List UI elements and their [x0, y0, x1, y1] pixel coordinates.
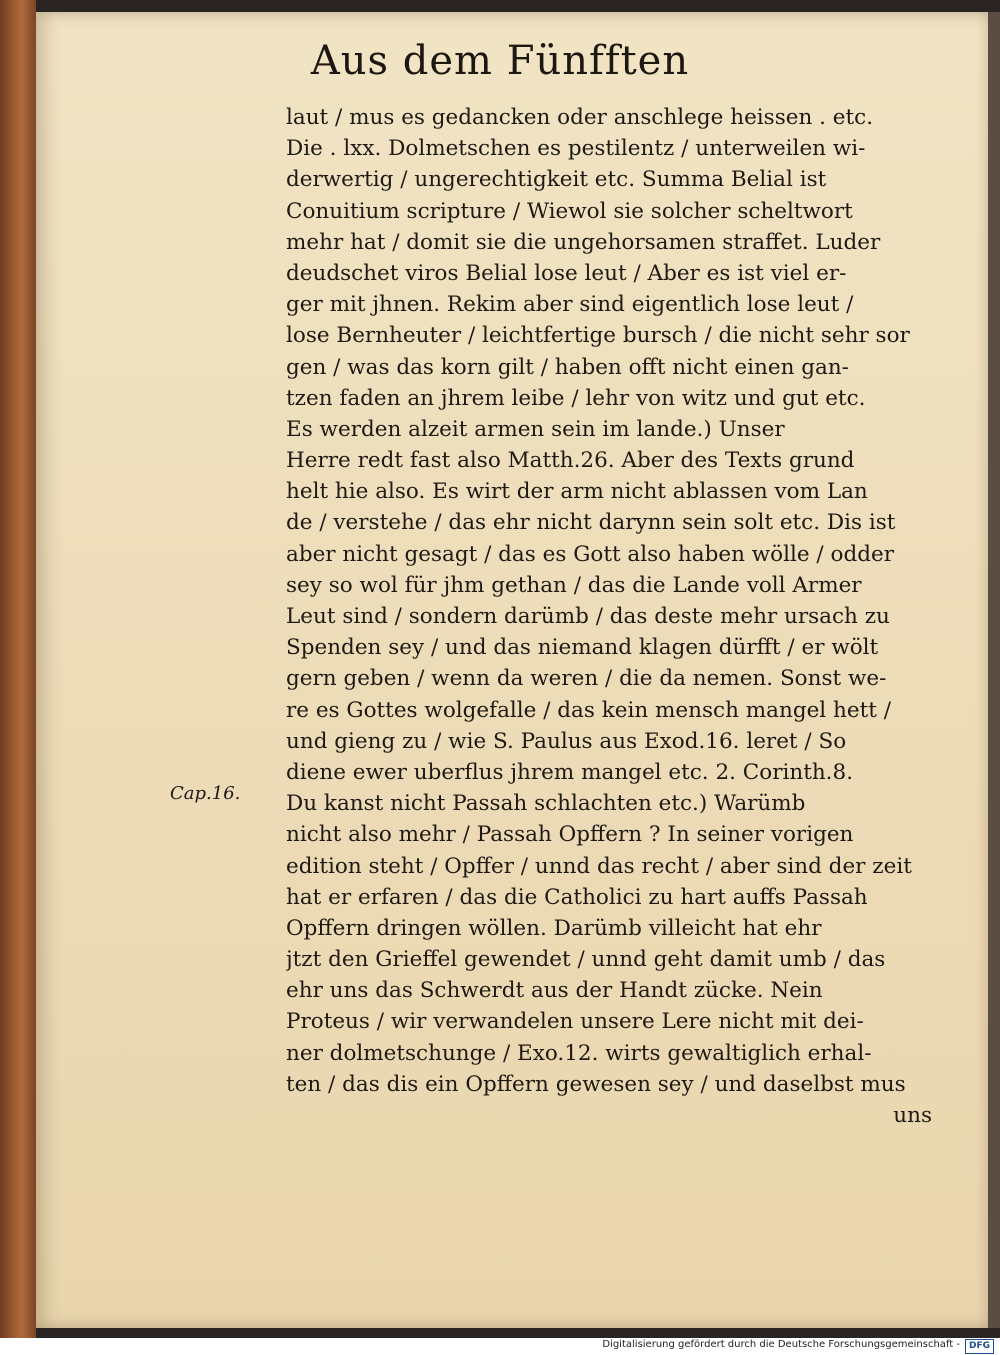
body-text — [286, 102, 946, 1131]
text-line: Spenden sey / und das niemand klagen dürfft / er wölt — [286, 635, 879, 661]
text-line: ehr uns das Schwerdt aus der Handt zücke. Nein — [286, 978, 823, 1004]
text-line: laut / mus es gedancken oder anschlege heissen . etc. — [286, 105, 874, 130]
text-line: diene ewer uberflus jhrem mangel etc. 2. Corinth.8. — [286, 759, 854, 785]
text-line: jtzt den Grieffel gewendet / unnd geht damit umb / das — [286, 947, 886, 973]
text-line: sey so wol für jhm gethan / das die Lande voll Armer — [286, 572, 862, 598]
text-line: Opffern dringen wöllen. Darümb villeicht hat ehr — [286, 915, 822, 941]
footer-bar — [0, 1338, 1000, 1355]
text-line: Conuitium scripture / Wiewol sie solcher scheltwort — [286, 198, 853, 224]
running-header: Aus dem Fünfften — [310, 38, 690, 84]
text-line: ger mit jhnen. Rekim aber sind eigentlich lose leut / — [286, 292, 854, 318]
text-line: und gieng zu / wie S. Paulus aus Exod.16. leret / So — [286, 728, 847, 754]
text-line: de / verstehe / das ehr nicht darynn sein solt etc. Dis ist — [286, 510, 896, 536]
text-line: Leut sind / sondern darümb / das deste mehr ursach zu — [286, 604, 890, 629]
text-line: mehr hat / domit sie die ungehorsamen straffet. Luder — [286, 229, 881, 255]
page-right-edge — [988, 12, 1000, 1328]
text-line: Herre redt fast also Matth.26. Aber des Texts grund — [286, 448, 855, 474]
text-line: Die . lxx. Dolmetschen es pestilentz / unterweilen wi- — [286, 136, 866, 162]
marginal-note: Cap.16. — [170, 783, 241, 804]
text-line: deudschet viros Belial lose leut / Aber es ist viel er- — [286, 260, 847, 286]
catchword: uns — [893, 1103, 932, 1128]
text-line: aber nicht gesagt / das es Gott also haben wölle / odder — [286, 541, 894, 567]
book-edge — [0, 0, 36, 1338]
text-line: tzen faden an jhrem leibe / lehr von witz und gut etc. — [286, 385, 866, 411]
text-line: hat er erfaren / das die Catholici zu hart auffs Passah — [286, 884, 868, 910]
text-line: edition steht / Opffer / unnd das recht / aber sind der zeit — [286, 853, 912, 879]
text-line: Es werden alzeit armen sein im lande.) Unser — [286, 416, 785, 442]
text-line: lose Bernheuter / leichtfertige bursch / die nicht sehr sor — [286, 323, 910, 349]
funding-credit: Digitalisierung gefördert durch die Deutsche Forschungsgemeinschaft - — [602, 1339, 960, 1350]
text-line: nicht also mehr / Passah Opffern ? In seiner vorigen — [286, 822, 854, 848]
text-line: ner dolmetschunge / Exo.12. wirts gewaltiglich erhal- — [286, 1040, 872, 1066]
text-line: ten / das dis ein Opffern gewesen sey / und daselbst mus — [286, 1071, 906, 1097]
text-line: derwertig / ungerechtigkeit etc. Summa Belial ist — [286, 167, 827, 193]
text-line: Proteus / wir verwandelen unsere Lere nicht mit dei- — [286, 1009, 864, 1035]
text-line: gern geben / wenn da weren / die da nemen. Sonst we- — [286, 666, 887, 692]
text-line: gen / was das korn gilt / haben offt nicht einen gan- — [286, 354, 849, 380]
text-line: re es Gottes wolgefalle / das kein mensch mangel hett / — [286, 697, 891, 723]
text-line: Du kanst nicht Passah schlachten etc.) Warümb — [286, 791, 806, 817]
text-line: helt hie also. Es wirt der arm nicht ablassen vom Lan — [286, 479, 868, 505]
dfg-logo: DFG — [965, 1339, 994, 1354]
